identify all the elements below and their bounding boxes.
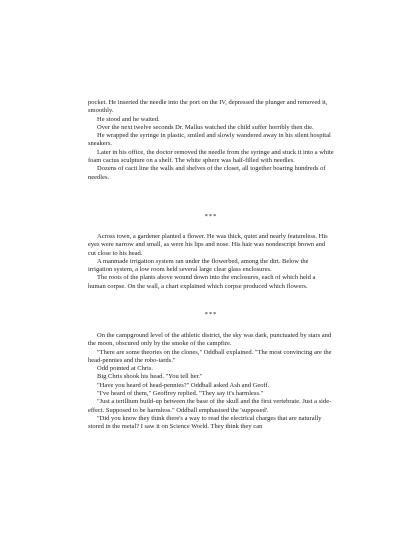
paragraph: He stood and he waited. — [97, 115, 160, 123]
paragraph: He wrapped the syringe in plastic, smiled and slowly wandered away in his silent hospital sneakers. — [88, 132, 331, 148]
paragraph: "There are some theories on the clones," Oddball explained. "The most convincing are the head-pennies and the robo-tards." — [88, 348, 332, 364]
paragraph: Later in his office, the doctor removed the needle from the syringe and stuck it into a white foam cactus sculpture on a shelf. The white sphere was half-filled with needles. — [88, 148, 334, 165]
paragraph: "Just a terillium build-up between the base of the skull and the first vertebrate. Just a side-effect. Supposed to be harmless." Oddball emphasised the 'supposed'. — [88, 398, 332, 414]
scene-break-1 — [88, 213, 334, 221]
scene-break-2 — [88, 311, 334, 319]
paragraph: The roots of the plants above wound down into the enclosures, each of which held a human corpse. On the wall, a chart explained which corpse produced which flowers. — [88, 274, 316, 290]
text-section-3 — [88, 332, 334, 432]
paragraph: "Have you heard of head-pennies?" Oddball asked Ash and Geoff. — [97, 381, 270, 389]
paragraph: "I've heard of them," Geoffrey replied. "They say it's harmless." — [97, 390, 264, 398]
paragraph: "Did you know they think there's a way to read the electrical charges that are naturally stored in the metal? I saw it on Science World. They think they can — [88, 414, 322, 431]
paragraph: Over the next twelve seconds Dr. Mallus watched the child suffer horribly then die. — [97, 123, 314, 131]
paragraph: Big Chris shook his head. "You tell her." — [97, 373, 203, 381]
paragraph: A manmade irrigation system ran under the flowerbed, among the dirt. Below the irrigation system, a low room held several large clear glass enclosures. — [88, 257, 309, 274]
paragraph: Dozens of cacti line the walls and shelves of the closet, all together boaring hundreds of needles. — [88, 165, 326, 181]
text-section-1 — [88, 99, 334, 182]
paragraph: Across town, a gardener planted a flower. He was thick, quiet and nearly featureless. His eyes were narrow and small, as were his lips and nose. His hair was nondescript brown and cut close to his head. — [88, 233, 328, 257]
paragraph: Odd pointed at Chris. — [97, 365, 153, 373]
text-section-2 — [88, 233, 334, 291]
paragraph: pocket. He inserted the needle into the port on the IV, depressed the plunger and removed it, smoothly. — [88, 99, 328, 115]
scene-break-asterisks: *** — [204, 213, 218, 220]
paragraph: On the campground level of the athletic district, the sky was dark, punctuated by stars and the moon, obscured only by the smoke of the campfire. — [88, 332, 332, 348]
scene-break-asterisks: *** — [204, 311, 218, 318]
